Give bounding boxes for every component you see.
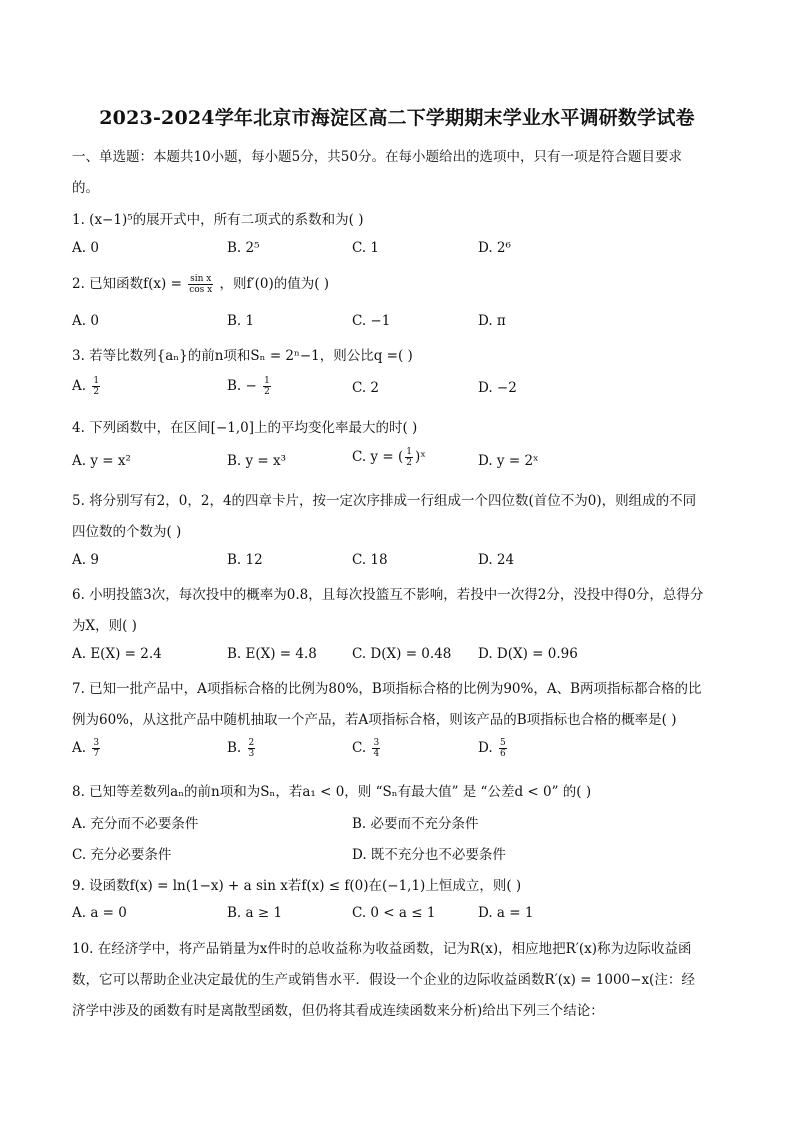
q6-option-a: A. E(X) = 2.4 bbox=[72, 646, 162, 662]
q7-a-den: 7 bbox=[93, 749, 100, 759]
q3-option-a-label: A. bbox=[72, 378, 87, 394]
q8-option-b: B. 必要而不充分条件 bbox=[352, 816, 479, 832]
q2-denominator: cos x bbox=[189, 285, 213, 295]
q5-option-d: D. 24 bbox=[478, 552, 515, 568]
section-instruction-line1: 一、单选题：本题共10小题，每小题5分，共50分。在每小题给出的选项中，只有一项是符合题目要求 bbox=[72, 149, 682, 165]
q4-option-c-exponent: )ˣ bbox=[414, 449, 426, 465]
q9-stem: 9. 设函数f(x) = ln(1−x) + a sin x若f(x) ≤ f(0)在(−1,1)上恒成立，则( ) bbox=[72, 878, 522, 894]
q6-stem-line1: 6. 小明投篮3次，每次投中的概率为0.8，且每次投篮互不影响，若投中一次得2分，没投中得0分，总得分 bbox=[72, 587, 704, 603]
q7-option-d-label: D. bbox=[478, 740, 493, 756]
q8-option-d: D. 既不充分也不必要条件 bbox=[352, 847, 506, 863]
q4-option-b: B. y = x³ bbox=[227, 453, 287, 469]
q9-option-b: B. a ≥ 1 bbox=[227, 905, 283, 921]
q6-option-d: D. D(X) = 0.96 bbox=[478, 646, 578, 662]
q1-option-d: D. 2⁶ bbox=[478, 240, 511, 256]
q7-option-d bbox=[478, 738, 509, 759]
q2-numerator: sin x bbox=[190, 274, 212, 284]
q9-option-c: C. 0 < a ≤ 1 bbox=[352, 905, 436, 921]
q3-b-num: 1 bbox=[264, 376, 270, 386]
q7-b-num: 2 bbox=[248, 738, 255, 748]
q7-a-num: 3 bbox=[93, 738, 100, 748]
q3-option-b bbox=[227, 376, 273, 397]
q2-stem-post: ，则f′(0)的值为( ) bbox=[219, 276, 330, 292]
q3-option-b-fraction bbox=[263, 376, 271, 397]
q1-option-c: C. 1 bbox=[352, 240, 380, 256]
q8-option-c: C. 充分必要条件 bbox=[72, 847, 172, 863]
q1-option-b: B. 2⁵ bbox=[227, 240, 260, 256]
q7-option-a-fraction bbox=[92, 738, 100, 759]
q7-d-den: 6 bbox=[499, 749, 506, 759]
q7-option-a-label: A. bbox=[72, 740, 87, 756]
q7-b-den: 3 bbox=[248, 749, 255, 759]
q3-a-num: 1 bbox=[93, 376, 100, 386]
q8-option-a: A. 充分而不必要条件 bbox=[72, 816, 199, 832]
q7-option-b bbox=[227, 738, 257, 759]
q1-option-a: A. 0 bbox=[72, 240, 99, 256]
q3-option-b-label: B. − bbox=[227, 378, 257, 394]
q4-option-d: D. y = 2ˣ bbox=[478, 453, 539, 469]
page-title: 2023-2024学年北京市海淀区高二下学期期末学业水平调研数学试卷 bbox=[99, 107, 695, 129]
q10-stem-line2: 数，它可以帮助企业决定最优的生产或销售水平．假设一个企业的边际收益函数R′(x) = 1000−x(注：经 bbox=[72, 972, 695, 988]
q5-option-a: A. 9 bbox=[72, 552, 99, 568]
q3-b-den: 2 bbox=[264, 387, 270, 397]
q2-stem bbox=[72, 272, 329, 295]
q6-stem-line2: 为X，则( ) bbox=[72, 618, 137, 634]
q7-stem-line1: 7. 已知一批产品中，A项指标合格的比例为80%，B项指标合格的比例为90%，A、B两项指标都合格的比 bbox=[72, 681, 702, 697]
q4-option-c bbox=[352, 447, 426, 468]
q3-a-den: 2 bbox=[93, 387, 100, 397]
q7-option-c-label: C. bbox=[352, 740, 367, 756]
q4-stem: 4. 下列函数中，在区间[−1,0]上的平均变化率最大的时( ) bbox=[72, 420, 418, 436]
q10-stem-line1: 10. 在经济学中，将产品销量为x件时的总收益称为收益函数，记为R(x)，相应地把R′(x)称为边际收益函 bbox=[72, 941, 692, 957]
q3-option-a-fraction bbox=[92, 376, 100, 397]
q7-d-num: 5 bbox=[499, 738, 506, 748]
q7-option-c bbox=[352, 738, 382, 759]
q9-option-d: D. a = 1 bbox=[478, 905, 534, 921]
q3-option-d: D. −2 bbox=[478, 380, 517, 396]
q1-stem: 1. (x−1)⁵的展开式中，所有二项式的系数和为( ) bbox=[72, 212, 364, 228]
q7-option-d-fraction bbox=[499, 738, 507, 759]
q4-c-num: 1 bbox=[406, 447, 412, 457]
q3-stem: 3. 若等比数列{aₙ}的前n项和Sₙ = 2ⁿ−1，则公比q =( ) bbox=[72, 348, 413, 364]
q2-option-c: C. −1 bbox=[352, 313, 391, 329]
q7-c-num: 3 bbox=[373, 738, 380, 748]
q7-option-b-fraction bbox=[248, 738, 256, 759]
q10-stem-line3: 济学中涉及的函数有时是离散型函数，但仍将其看成连续函数来分析)给出下列三个结论： bbox=[72, 1003, 604, 1019]
section-instruction-line2: 的。 bbox=[72, 180, 99, 196]
q2-option-d: D. π bbox=[478, 313, 506, 329]
q4-c-den: 2 bbox=[406, 458, 412, 468]
q7-c-den: 4 bbox=[373, 749, 380, 759]
q7-option-b-label: B. bbox=[227, 740, 242, 756]
q3-option-a bbox=[72, 376, 102, 397]
q5-stem-line1: 5. 将分别写有2，0，2，4的四章卡片，按一定次序排成一行组成一个四位数(首位不为0)，则组成的不同 bbox=[72, 493, 697, 509]
q7-stem-line2: 例为60%，从这批产品中随机抽取一个产品，若A项指标合格，则该产品的B项指标也合格的概率是( ) bbox=[72, 712, 677, 728]
q2-option-b: B. 1 bbox=[227, 313, 255, 329]
q5-stem-line2: 四位数的个数为( ) bbox=[72, 524, 182, 540]
q8-stem: 8. 已知等差数列aₙ的前n项和为Sₙ，若a₁ < 0，则 “Sₙ有最大值” 是 “公差d < 0” 的( ) bbox=[72, 784, 592, 800]
q3-option-c: C. 2 bbox=[352, 380, 380, 396]
q2-fraction bbox=[188, 274, 213, 295]
q5-option-b: B. 12 bbox=[227, 552, 263, 568]
q4-option-c-fraction bbox=[405, 447, 413, 468]
q4-option-a: A. y = x² bbox=[72, 453, 131, 469]
q2-option-a: A. 0 bbox=[72, 313, 99, 329]
q4-option-c-label: C. y = ( bbox=[352, 449, 404, 465]
q2-stem-pre: 2. 已知函数f(x) = bbox=[72, 276, 182, 292]
q6-option-c: C. D(X) = 0.48 bbox=[352, 646, 452, 662]
q7-option-a bbox=[72, 738, 102, 759]
q9-option-a: A. a = 0 bbox=[72, 905, 127, 921]
q6-option-b: B. E(X) = 4.8 bbox=[227, 646, 317, 662]
q7-option-c-fraction bbox=[372, 738, 380, 759]
q5-option-c: C. 18 bbox=[352, 552, 388, 568]
